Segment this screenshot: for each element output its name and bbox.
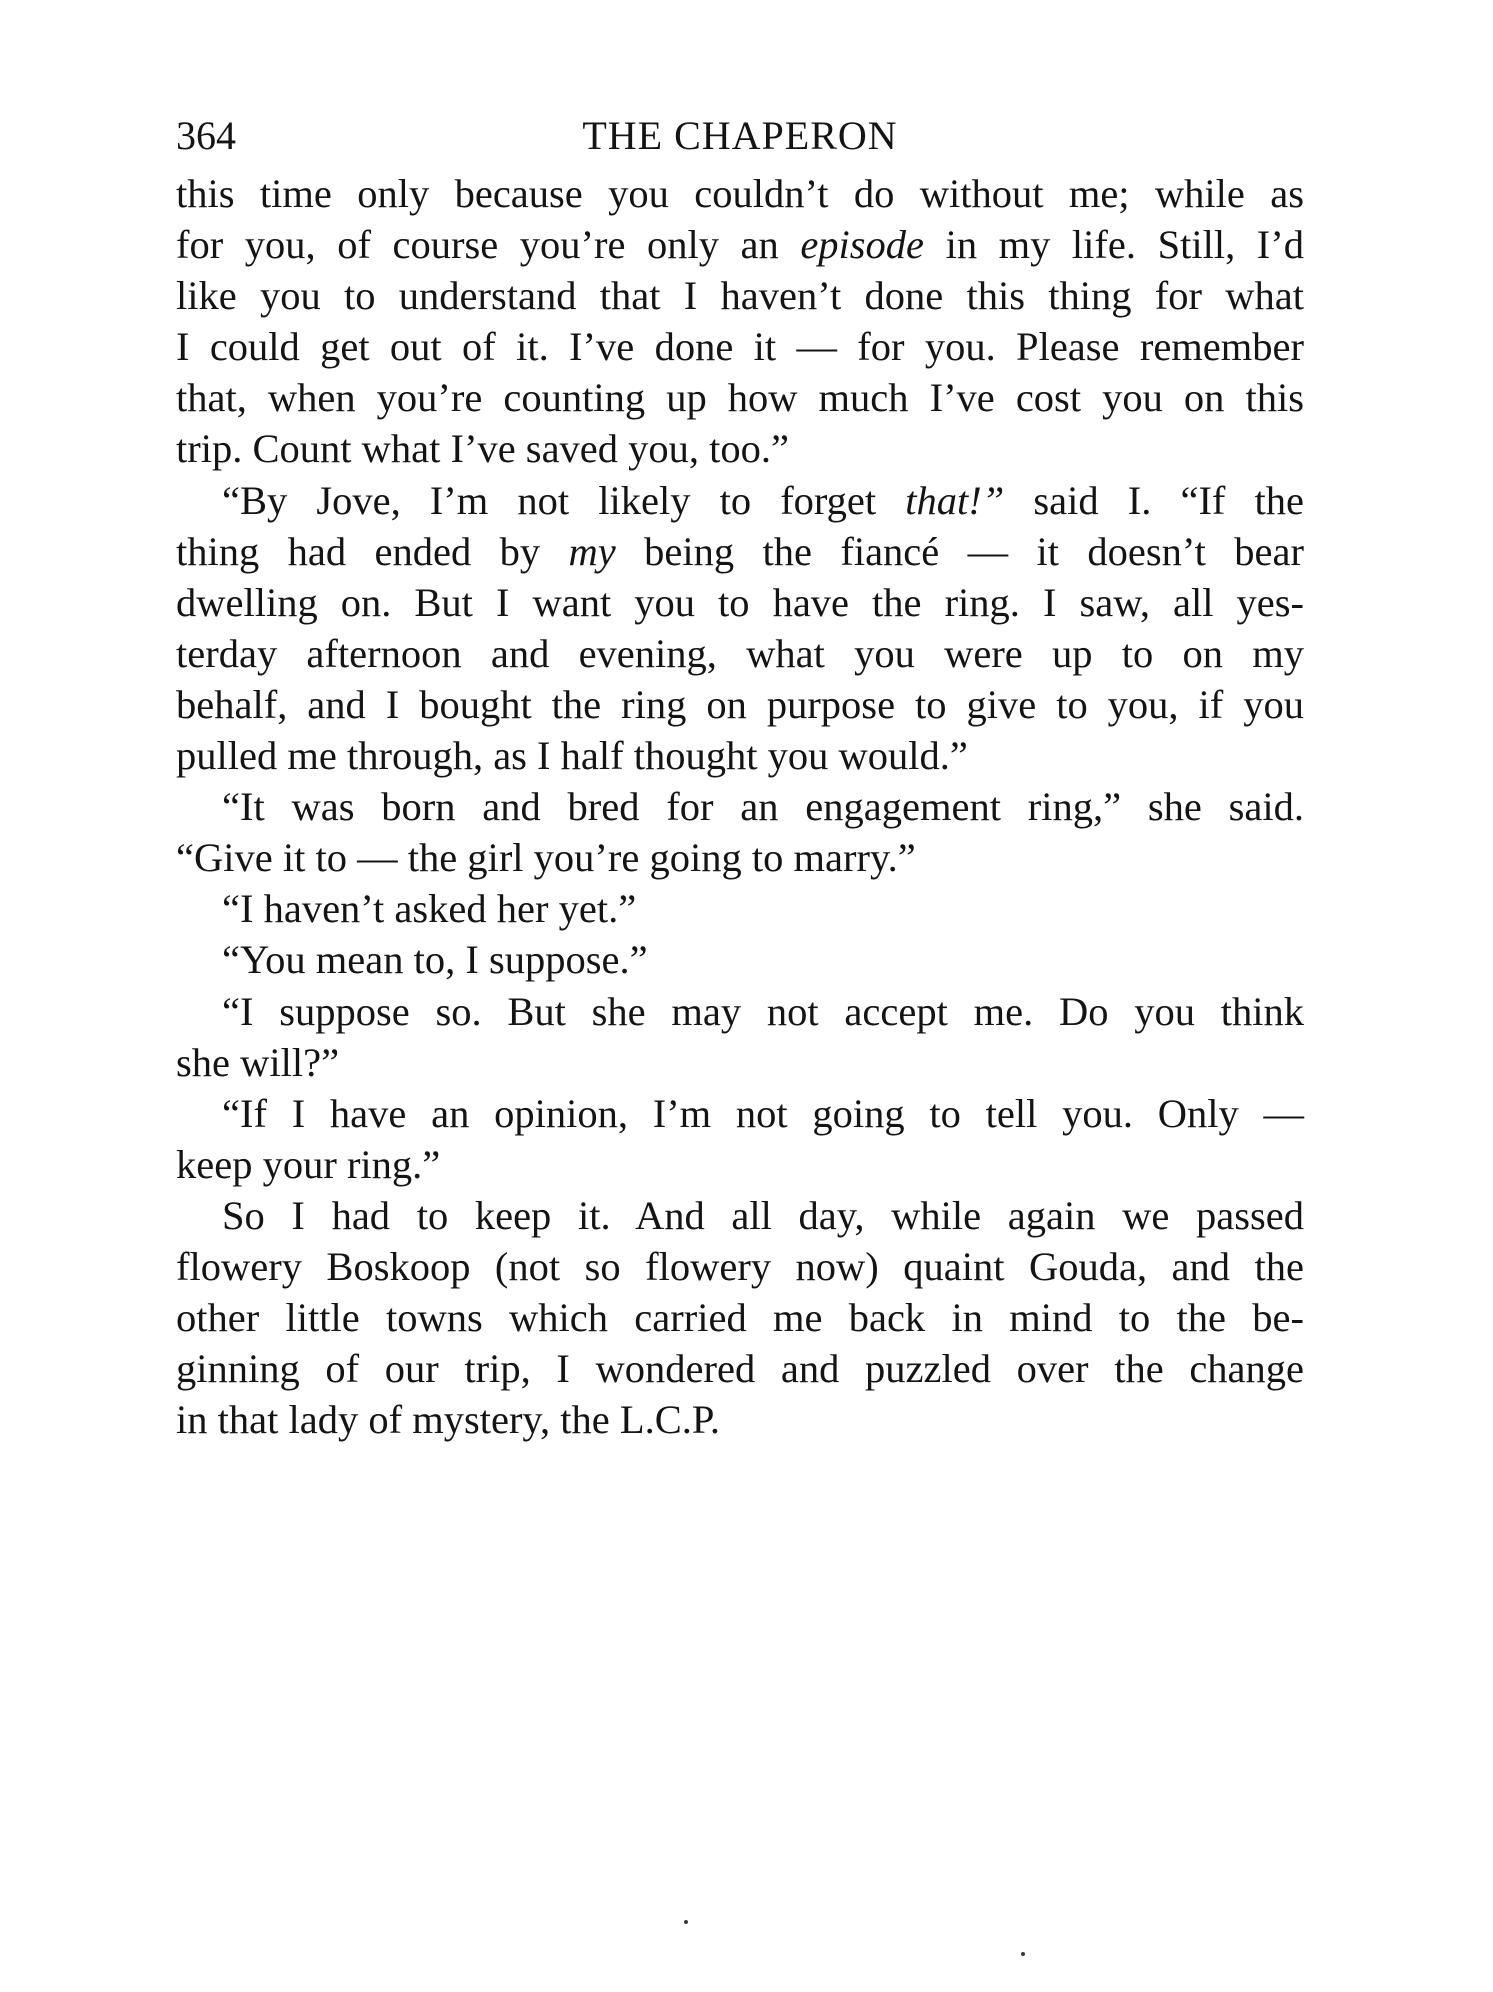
- text-line: [176, 1088, 1304, 1139]
- text-line: [176, 423, 1304, 474]
- text-segment: “If I have an opinion, I’m not going to tell you. Only —: [222, 1090, 1304, 1136]
- text-line: [176, 1241, 1304, 1292]
- text-segment: said I. “If the: [1004, 477, 1304, 523]
- text-segment: “I suppose so. But she may not accept me. Do you think: [222, 988, 1304, 1034]
- text-line: [176, 781, 1304, 832]
- print-speck: [684, 1920, 688, 1924]
- text-segment: other little towns which carried me back in mind to the be-: [176, 1295, 1304, 1341]
- text-line: [176, 679, 1304, 730]
- text-line: [176, 730, 1304, 781]
- text-segment: that, when you’re counting up how much I’ve cost you on this: [176, 375, 1304, 421]
- print-speck: [1021, 1952, 1025, 1956]
- text-segment: like you to understand that I haven’t done this thing for what: [176, 273, 1304, 319]
- running-title: THE CHAPERON: [582, 113, 898, 158]
- text-segment: terday afternoon and evening, what you were up to on my: [176, 630, 1304, 676]
- page-number: 364: [176, 113, 236, 158]
- text-line: [176, 1139, 1304, 1190]
- text-segment: “You mean to, I suppose.”: [222, 937, 648, 983]
- text-line: [176, 1190, 1304, 1241]
- text-segment: “It was born and bred for an engagement ring,” she said.: [222, 784, 1304, 830]
- italic-text: my: [568, 528, 616, 574]
- text-segment: she will?”: [176, 1039, 340, 1085]
- text-line: [176, 475, 1304, 526]
- page-header: [176, 108, 1304, 164]
- body-text: [176, 168, 1304, 1445]
- text-segment: “By Jove, I’m not likely to forget: [222, 477, 906, 523]
- text-segment: So I had to keep it. And all day, while again we passed: [222, 1192, 1304, 1238]
- text-line: [176, 1292, 1304, 1343]
- text-line: [176, 934, 1304, 985]
- text-line: [176, 168, 1304, 219]
- text-segment: in that lady of mystery, the L.C.P.: [176, 1397, 721, 1443]
- text-segment: flowery Boskoop (not so flowery now) quaint Gouda, and the: [176, 1243, 1304, 1289]
- text-line: [176, 1343, 1304, 1394]
- text-segment: ginning of our trip, I wondered and puzzled over the change: [176, 1346, 1304, 1392]
- text-line: [176, 526, 1304, 577]
- text-segment: in my life. Still, I’d: [924, 222, 1305, 268]
- text-line: [176, 986, 1304, 1037]
- text-segment: this time only because you couldn’t do without me; while as: [176, 171, 1304, 216]
- text-line: [176, 270, 1304, 321]
- text-line: [176, 219, 1304, 270]
- text-segment: keep your ring.”: [176, 1141, 441, 1187]
- italic-text: episode: [800, 222, 925, 268]
- text-line: [176, 577, 1304, 628]
- text-segment: for you, of course you’re only an: [176, 222, 801, 268]
- text-segment: behalf, and I bought the ring on purpose to give to you, if you: [176, 681, 1304, 727]
- text-line: [176, 372, 1304, 423]
- text-line: [176, 832, 1304, 883]
- text-segment: trip. Count what I’ve saved you, too.”: [176, 426, 789, 472]
- text-segment: thing had ended by: [176, 528, 569, 574]
- text-segment: pulled me through, as I half thought you would.”: [176, 733, 968, 779]
- text-line: [176, 1037, 1304, 1088]
- text-line: [176, 883, 1304, 934]
- text-segment: “Give it to — the girl you’re going to marry.”: [176, 835, 916, 881]
- text-line: [176, 1394, 1304, 1445]
- italic-text: that!”: [905, 477, 1005, 523]
- text-segment: I could get out of it. I’ve done it — for you. Please remember: [176, 324, 1304, 370]
- text-segment: “I haven’t asked her yet.”: [222, 886, 637, 932]
- text-line: [176, 321, 1304, 372]
- text-segment: dwelling on. But I want you to have the ring. I saw, all yes-: [176, 579, 1304, 625]
- text-line: [176, 628, 1304, 679]
- text-segment: being the fiancé — it doesn’t bear: [615, 528, 1304, 574]
